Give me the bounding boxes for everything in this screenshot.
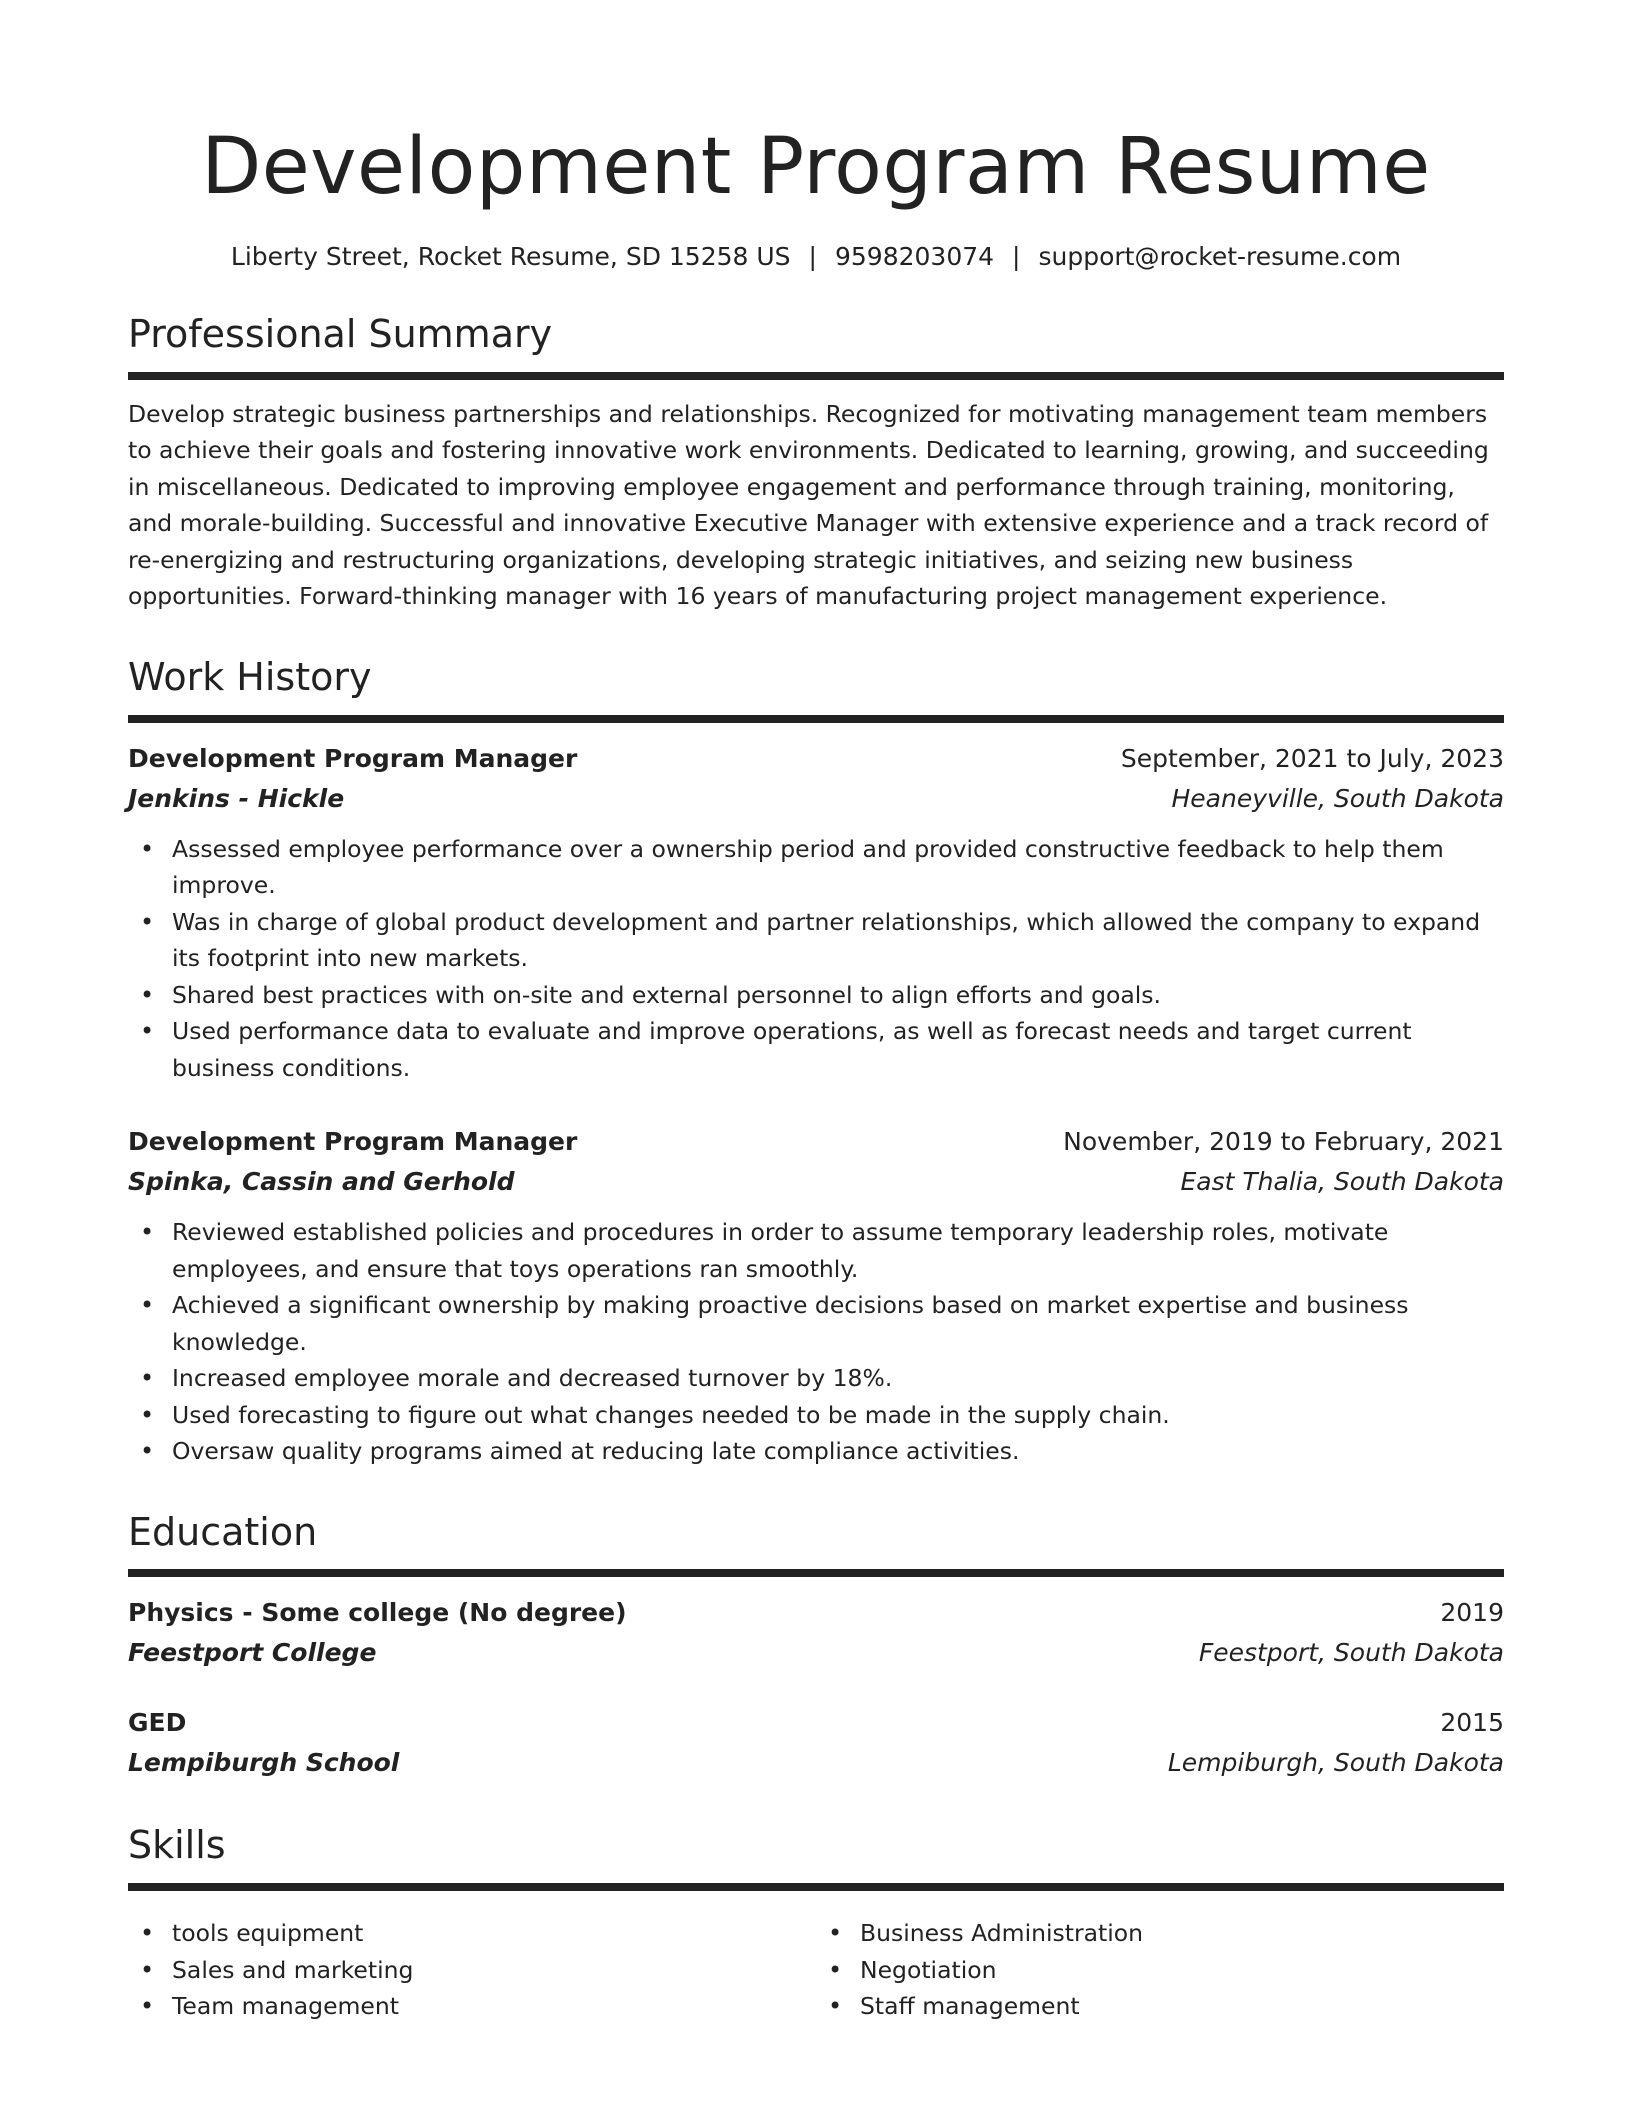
list-item: • Team management [128,1988,816,2025]
list-item: • tools equipment [128,1915,816,1952]
contact-phone: 9598203074 [834,242,995,271]
education-entry [128,1703,1504,1783]
job-role: Development Program Manager [128,1127,578,1157]
list-item: • Shared best practices with on-site and external personnel to align efforts and goals. [128,977,1504,1014]
job-company-row [128,1162,1504,1202]
education-header-row [128,1703,1504,1743]
list-item: • Was in charge of global product development and partner relationships, which allowed the company to expand its footprint into new markets. [128,904,1504,977]
list-item: • Increased employee morale and decreased turnover by 18%. [128,1360,1504,1397]
education-year: 2015 [1440,1708,1504,1738]
work-history-section [128,654,1504,1470]
job-dates: September, 2021 to July, 2023 [1120,743,1504,773]
contact-separator: | [808,242,817,271]
list-item: • Negotiation [816,1952,1504,1989]
list-item: • Business Administration [816,1915,1504,1952]
section-title-work: Work History [128,654,372,699]
list-item: • Used forecasting to figure out what changes needed to be made in the supply chain. [128,1397,1504,1434]
education-location: Feestport, South Dakota [1198,1638,1504,1668]
resume-page [0,122,1632,2112]
education-header-row [128,1593,1504,1633]
section-divider [128,372,1504,380]
contact-separator: | [1012,242,1021,271]
section-divider [128,1569,1504,1577]
section-divider [128,715,1504,723]
section-title-skills: Skills [128,1823,226,1868]
job-bullets [128,831,1504,1087]
skills-list-left [128,1915,816,2025]
list-item: • Sales and marketing [128,1952,816,1989]
job-header-row [128,1122,1504,1162]
education-location: Lempiburgh, South Dakota [1167,1748,1504,1778]
job-company-row [128,779,1504,819]
job-location: East Thalia, South Dakota [1180,1167,1504,1197]
education-school: Feestport College [128,1638,377,1668]
education-school: Lempiburgh School [128,1748,400,1778]
education-degree: Physics - Some college (No degree) [128,1598,627,1628]
section-title-summary: Professional Summary [128,312,553,356]
job-company: Spinka, Cassin and Gerhold [128,1167,515,1197]
job-dates: November, 2019 to February, 2021 [1063,1127,1504,1157]
education-section [128,1509,1504,1784]
summary-section [128,314,1504,615]
list-item: • Reviewed established policies and procedures in order to assume temporary leadership roles, motivate employees, and ensure that toys operations ran smoothly. [128,1214,1504,1287]
summary-text: Develop strategic business partnerships and relationships. Recognized for motivating management team members to achieve their goals and fostering innovative work environments. Dedicated to learning, growing, and succeeding in miscellaneous. Dedicated to improving employee engagement and performance through training, monitoring, and morale-building. Successful and innovative Executive Manager with extensive experience and a track record of re-energizing and restructuring organizations, developing strategic initiatives, and seizing new business opportunities. Forward-thinking manager with 16 years of manufacturing project management experience. [128,399,1489,611]
education-school-row [128,1633,1504,1673]
skills-section [128,1825,1504,2024]
list-item: • Assessed employee performance over a ownership period and provided constructive feedback to help them improve. [128,831,1504,904]
job-entry [128,739,1504,1087]
section-divider [128,1883,1504,1891]
contact-email: support@rocket-resume.com [1038,242,1402,271]
section-title-education: Education [128,1509,318,1554]
education-school-row [128,1743,1504,1783]
contact-line [128,242,1504,272]
resume-title: Development Program Resume [201,122,1431,212]
job-entry [128,1122,1504,1470]
list-item: • Achieved a significant ownership by making proactive decisions based on market expertise and business knowledge. [128,1287,1504,1360]
contact-address: Liberty Street, Rocket Resume, SD 15258 US [230,242,791,271]
job-location: Heaneyville, South Dakota [1171,783,1504,813]
list-item: • Oversaw quality programs aimed at reducing late compliance activities. [128,1433,1504,1470]
skills-list-right [816,1915,1504,2025]
job-role: Development Program Manager [128,743,578,773]
list-item: • Used performance data to evaluate and improve operations, as well as forecast needs and target current business conditions. [128,1013,1504,1086]
job-header-row [128,739,1504,779]
education-entry [128,1593,1504,1673]
job-bullets [128,1214,1504,1470]
list-item: • Staff management [816,1988,1504,2025]
education-degree: GED [128,1708,187,1738]
job-company: Jenkins - Hickle [128,783,345,813]
education-year: 2019 [1440,1598,1504,1628]
skills-columns [128,1903,1504,2025]
